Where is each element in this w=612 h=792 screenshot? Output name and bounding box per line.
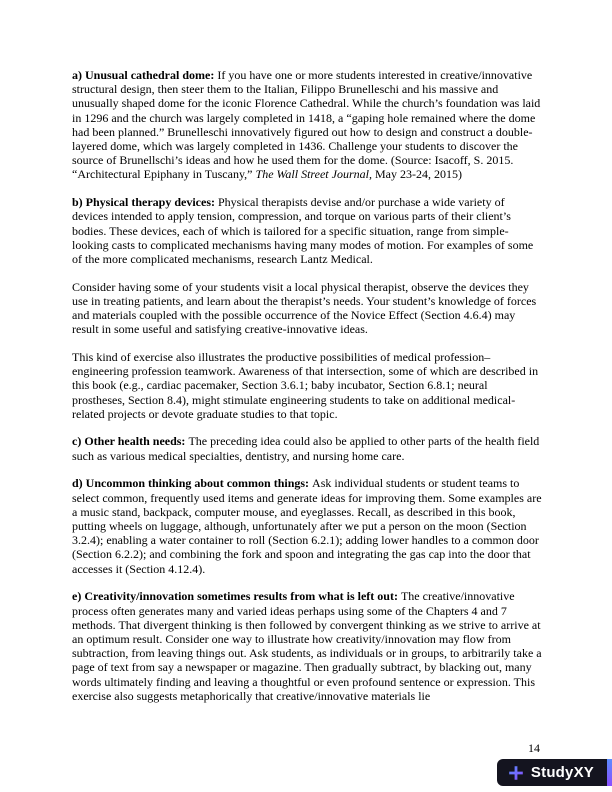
paragraph xyxy=(72,476,542,575)
studyxy-logo-badge xyxy=(497,759,612,786)
text-run: Ask individual students or student teams to select common, frequently used items and generate ideas for improving them. Some examples are a music stand, backpack, computer mouse, and eyeglasses. Recall, as described in this book, putting wheels on luggage, although, unfortunately after we put a person on the moon (Section 3.2.4); enabling a water container to roll (Section 6.2.1); adding lower handles to a common door (Section 6.2.2); and combining the fork and spoon and integrating the gas cap into the door that accesses it (Section 4.12.4). xyxy=(72,476,542,576)
paragraph xyxy=(72,195,542,266)
paragraph xyxy=(72,280,542,337)
brand-name: StudyXY xyxy=(530,764,594,781)
text-run: e) Creativity/innovation sometimes results from what is left out: xyxy=(72,589,401,604)
text-run: The Wall Street Journal, xyxy=(255,167,372,182)
text-run: The preceding idea could also be applied to other parts of the health field such as various medical specialties, dentistry, and nursing home care. xyxy=(72,434,540,463)
text-run: d) Uncommon thinking about common things: xyxy=(72,476,313,491)
paragraph xyxy=(72,434,542,462)
text-run: b) Physical therapy devices: xyxy=(72,195,218,210)
paragraph xyxy=(72,350,542,421)
paragraph xyxy=(72,589,542,703)
brand-accent-bar xyxy=(607,759,612,786)
plus-icon xyxy=(508,765,524,781)
text-run: May 23-24, 2015) xyxy=(371,167,462,182)
page-number: 14 xyxy=(528,741,540,755)
text-run: This kind of exercise also illustrates the productive possibilities of medical profession–engineering profession teamwork. Awareness of that intersection, some of which are described in this book (e.g., cardiac pacemaker, Section 3.6.1; baby incubator, Section 6.8.1; neural prostheses, Section 8.4), might stimulate engineering students to take on additional medical-related projects or devote graduate studies to that topic. xyxy=(72,349,539,421)
text-run: If you have one or more students interested in creative/innovative structural design, then steer them to the Italian, Filippo Brunelleschi and his massive and unusually shaped dome for the iconic Florence Cathedral. While the church’s foundation was laid in 1296 and the church was largely completed in 1418, a “gaping hole remained where the dome had been planned.” Brunelleschi innovatively figured out how to design and construct a double-layered dome, which was largely completed in 1436. Challenge your students to discover the source of Brunellschi’s ideas and how he used them for the dome. (Source: Isacoff, S. 2015. “Architectural Epiphany in Tuscany,” xyxy=(72,68,541,182)
text-run: c) Other health needs: xyxy=(72,434,189,449)
paragraph xyxy=(72,68,542,182)
text-run: The creative/innovative process often generates many and varied ideas perhaps using some of the Chapters 4 and 7 methods. That divergent thinking is then followed by convergent thinking as we strive to arrive at an optimum result. Consider one way to illustrate how creativity/innovation may flow from subtraction, from leaving things out. Ask students, as individuals or in groups, to arbitrarily take a page of text from say a newspaper or magazine. Then gradually subtract, by blacking out, many words ultimately finding and leaving a thoughtful or even profound sentence or expression. This exercise also suggests metaphorically that creative/innovative materials lie xyxy=(72,589,542,703)
text-run: Physical therapists devise and/or purchase a wide variety of devices intended to apply tension, compression, and torque on various parts of their client’s bodies. These devices, each of which is tailored for a specific situation, range from simple-looking casts to complicated mechanisms having many modes of motion. For examples of some of the more complicated mechanisms, research Lantz Medical. xyxy=(72,195,534,266)
text-run: a) Unusual cathedral dome: xyxy=(72,68,218,82)
page-body xyxy=(72,68,542,703)
text-run: Consider having some of your students visit a local physical therapist, observe the devices they use in treating patients, and learn about the therapist’s needs. Your student’s knowledge of forces and materials coupled with the possible occurrence of the Novice Effect (Section 4.6.4) may result in some useful and satisfying creative-innovative ideas. xyxy=(72,279,537,337)
